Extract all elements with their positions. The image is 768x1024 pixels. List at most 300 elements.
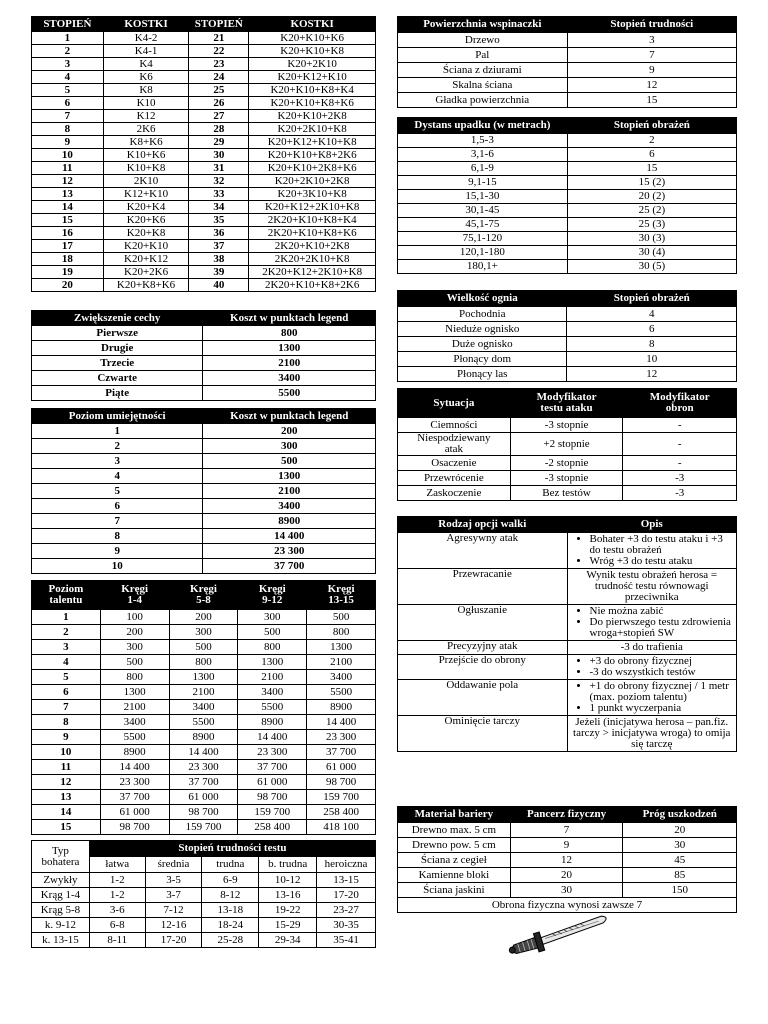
sytuacja-cell: Przewrócenie [398, 471, 511, 486]
stopnie-cell: 2K10 [103, 175, 189, 188]
fire-damage-table [397, 290, 737, 382]
stopnie-cell: 2 [32, 45, 104, 58]
talent-cell: 200 [169, 610, 238, 625]
table-row [398, 418, 737, 433]
ogien-cell: Nieduże ognisko [398, 322, 567, 337]
talent-cell: 3400 [169, 700, 238, 715]
wspinaczka-cell: Pal [398, 48, 568, 63]
combat-option-name: Oddawanie pola [398, 680, 568, 716]
bariery-cell: Ściana z cegieł [398, 853, 511, 868]
stopnie-cell: 2K20+2K10+K8 [249, 253, 376, 266]
stopnie-cell: 34 [189, 201, 249, 214]
situation-modifier-table [397, 388, 737, 501]
talent-cell: 159 700 [238, 805, 307, 820]
stopnie-cell: 20 [32, 279, 104, 292]
stopnie-cell: K20+K10 [103, 240, 189, 253]
sytuacja-col-header: Modyfikator obron [623, 389, 737, 418]
talent-cost-table [31, 580, 376, 835]
upadek-cell: 15 [567, 162, 736, 176]
talent-cell: 6 [32, 685, 101, 700]
combat-option-desc: -3 do trafienia [567, 641, 737, 655]
umiejetnosci-cell: 1300 [203, 469, 376, 484]
cechy-cell: 800 [203, 326, 376, 341]
talent-cell: 61 000 [238, 775, 307, 790]
sytuacja-cell: -3 stopnie [510, 418, 623, 433]
combat-option-desc [567, 605, 737, 641]
stopnie-cell: 28 [189, 123, 249, 136]
talent-cell: 61 000 [307, 760, 376, 775]
stopnie-col-header: STOPIEŃ [32, 17, 104, 32]
talent-cell: 2100 [100, 700, 169, 715]
talent-col-header: Kręgi 13-15 [307, 581, 376, 610]
table-row [32, 266, 376, 279]
table-row [32, 760, 376, 775]
stopnie-cell: K20+K12+2K10+K8 [249, 201, 376, 214]
bohater-cell: 3-6 [89, 903, 145, 918]
table-row [398, 838, 737, 853]
talent-cell: 13 [32, 790, 101, 805]
stopnie-cell: 18 [32, 253, 104, 266]
bariery-cell: Drewno max. 5 cm [398, 823, 511, 838]
stopnie-cell: K8 [103, 84, 189, 97]
table-row [32, 45, 376, 58]
ogien-cell: Duże ognisko [398, 337, 567, 352]
table-row [398, 162, 737, 176]
bariery-cell: 30 [623, 838, 737, 853]
step-dice-header [32, 17, 376, 32]
combat-option-bullet: • 1 punkt wyczerpania [590, 703, 733, 714]
ogien-cell: Płonący las [398, 367, 567, 382]
table-row [32, 888, 376, 903]
table-row [398, 486, 737, 501]
table-row [32, 730, 376, 745]
bariery-cell: Drewno pow. 5 cm [398, 838, 511, 853]
combat-option-bullet: • +1 do obrony fizycznej / 1 metr (max. poziom talentu) [590, 681, 733, 703]
combat-option-desc [567, 680, 737, 716]
table-row [32, 424, 376, 439]
talent-cell: 8 [32, 715, 101, 730]
stopnie-cell: 5 [32, 84, 104, 97]
combat-option-row [398, 533, 737, 569]
talent-cell: 12 [32, 775, 101, 790]
bohater-cell: 17-20 [145, 933, 202, 948]
talent-cell: 8900 [307, 700, 376, 715]
table-row [32, 873, 376, 888]
wspinaczka-cell: 15 [567, 93, 736, 108]
combat-option-row [398, 641, 737, 655]
umiejetnosci-cell: 2 [32, 439, 203, 454]
talent-cell: 11 [32, 760, 101, 775]
bohater-cell: 13-18 [202, 903, 259, 918]
upadek-cell: 30 (4) [567, 246, 736, 260]
combat-option-bullet: • Nie można zabić [590, 606, 733, 617]
sytuacja-col-header: Modyfikator testu ataku [510, 389, 623, 418]
table-row [398, 853, 737, 868]
sytuacja-cell: -3 [623, 471, 737, 486]
talent-cell: 37 700 [169, 775, 238, 790]
table-row [32, 279, 376, 292]
talent-cell: 258 400 [238, 820, 307, 835]
talent-cell: 3400 [100, 715, 169, 730]
stopnie-cell: K12 [103, 110, 189, 123]
bohater-cell: k. 13-15 [32, 933, 90, 948]
combat-option-desc: Jeżeli (inicjatywa herosa – pan.fiz. tarczy > inicjatywa wroga) to omija się tarczę [567, 716, 737, 752]
table-row [398, 337, 737, 352]
wspinaczka-col-header: Stopień trudności [567, 17, 736, 33]
table-row [32, 655, 376, 670]
ogien-cell: Płonący dom [398, 352, 567, 367]
stopnie-cell: K10+K8 [103, 162, 189, 175]
stopnie-cell: 13 [32, 188, 104, 201]
talent-cell: 300 [100, 640, 169, 655]
wspinaczka-cell: Ściana z dziurami [398, 63, 568, 78]
talent-cell: 37 700 [100, 790, 169, 805]
talent-cell: 800 [238, 640, 307, 655]
table-row [32, 71, 376, 84]
talent-cell: 3400 [238, 685, 307, 700]
bariery-cell: Ściana jaskini [398, 883, 511, 898]
sytuacja-col-header: Sytuacja [398, 389, 511, 418]
stopnie-cell: 2K20+K12+2K10+K8 [249, 266, 376, 279]
stopnie-cell: 2K20+K10+K8+K6 [249, 227, 376, 240]
table-row [398, 246, 737, 260]
umiejetnosci-cell: 2100 [203, 484, 376, 499]
bariery-cell: 9 [510, 838, 623, 853]
table-row [32, 685, 376, 700]
talent-cell: 61 000 [100, 805, 169, 820]
stopnie-cell: K20+K12+K10+K8 [249, 136, 376, 149]
table-row [398, 260, 737, 274]
cechy-col-header: Zwiększenie cechy [32, 311, 203, 326]
talent-cell: 800 [100, 670, 169, 685]
talent-cell: 5500 [169, 715, 238, 730]
upadek-cell: 1,5-3 [398, 134, 568, 148]
cechy-col-header: Koszt w punktach legend [203, 311, 376, 326]
bohater-cell: 29-34 [259, 933, 317, 948]
barrier-note: Obrona fizyczna wynosi zawsze 7 [398, 898, 737, 913]
sytuacja-cell: Zaskoczenie [398, 486, 511, 501]
difficulty-level-header: średnia [145, 857, 202, 873]
talent-cell: 500 [238, 625, 307, 640]
talent-cell: 2100 [307, 655, 376, 670]
combat-option-row [398, 605, 737, 641]
stopnie-cell: K20+K10+K8 [249, 45, 376, 58]
sytuacja-cell: - [623, 418, 737, 433]
table-row [32, 903, 376, 918]
cechy-cell: 3400 [203, 371, 376, 386]
talent-cell: 5 [32, 670, 101, 685]
talent-cell: 300 [169, 625, 238, 640]
stopnie-cell: K20+K10+K8+K6 [249, 97, 376, 110]
upadek-cell: 180,1+ [398, 260, 568, 274]
combat-option-bullet: • Bohater +3 do testu ataku i +3 do testu obrażeń [590, 534, 733, 556]
stopnie-cell: 14 [32, 201, 104, 214]
wspinaczka-cell: 9 [567, 63, 736, 78]
upadek-cell: 15,1-30 [398, 190, 568, 204]
talent-cell: 98 700 [238, 790, 307, 805]
talent-cell: 1300 [307, 640, 376, 655]
stopnie-cell: K20+K12+K10 [249, 71, 376, 84]
cechy-cell: 5500 [203, 386, 376, 401]
umiejetnosci-cell: 37 700 [203, 559, 376, 574]
combat-option-bullet: • +3 do obrony fizycznej [590, 656, 733, 667]
table-row [398, 204, 737, 218]
bohater-cell: Zwykły [32, 873, 90, 888]
table-row [398, 93, 737, 108]
combat-option-row [398, 680, 737, 716]
stopnie-cell: K4-1 [103, 45, 189, 58]
difficulty-table [31, 840, 376, 948]
stopnie-cell: 29 [189, 136, 249, 149]
table-row [32, 745, 376, 760]
umiejetnosci-cell: 14 400 [203, 529, 376, 544]
difficulty-level-header: trudna [202, 857, 259, 873]
table-row [32, 356, 376, 371]
bohater-cell: 7-12 [145, 903, 202, 918]
table-row [32, 162, 376, 175]
table-row [32, 820, 376, 835]
wspinaczka-cell: 12 [567, 78, 736, 93]
umiejetnosci-cell: 5 [32, 484, 203, 499]
talent-cell: 1300 [169, 670, 238, 685]
stopnie-cell: 4 [32, 71, 104, 84]
table-row [32, 136, 376, 149]
ogien-col-header: Wielkość ognia [398, 291, 567, 307]
talent-col-header: Kręgi 5-8 [169, 581, 238, 610]
bariery-cell: 30 [510, 883, 623, 898]
combat-options-table [397, 516, 737, 752]
stopnie-cell: 2K20+K10+K8+K4 [249, 214, 376, 227]
table-row [398, 190, 737, 204]
talent-col-header: Kręgi 9-12 [238, 581, 307, 610]
talent-cell: 98 700 [169, 805, 238, 820]
upadek-col-header: Stopień obrażeń [567, 118, 736, 134]
table-row [32, 149, 376, 162]
bariery-col-header: Próg uszkodzeń [623, 807, 737, 823]
stopnie-col-header: STOPIEŃ [189, 17, 249, 32]
skill-level-table [31, 408, 376, 574]
table-row [32, 253, 376, 266]
upadek-cell: 30,1-45 [398, 204, 568, 218]
sytuacja-cell: +2 stopnie [510, 433, 623, 456]
ogien-cell: 10 [567, 352, 737, 367]
sytuacja-cell: -3 [623, 486, 737, 501]
bohater-cell: 3-5 [145, 873, 202, 888]
combat-option-name: Precyzyjny atak [398, 641, 568, 655]
talent-cell: 23 300 [238, 745, 307, 760]
upadek-cell: 9,1-15 [398, 176, 568, 190]
upadek-cell: 120,1-180 [398, 246, 568, 260]
table-row [32, 110, 376, 123]
table-row [32, 933, 376, 948]
difficulty-level-header: heroiczna [317, 857, 376, 873]
talent-cell: 2100 [238, 670, 307, 685]
talent-cell: 61 000 [169, 790, 238, 805]
talent-cell: 14 400 [100, 760, 169, 775]
table-row [398, 307, 737, 322]
bohater-cell: 13-16 [259, 888, 317, 903]
stopnie-cell: K20+K4 [103, 201, 189, 214]
umiejetnosci-cell: 3400 [203, 499, 376, 514]
stopnie-cell: 25 [189, 84, 249, 97]
stopnie-cell: 32 [189, 175, 249, 188]
talent-cell: 800 [169, 655, 238, 670]
upadek-cell: 2 [567, 134, 736, 148]
talent-col-header: Kręgi 1-4 [100, 581, 169, 610]
bariery-cell: 85 [623, 868, 737, 883]
opcje-col-header: Rodzaj opcji walki [398, 517, 568, 533]
stopnie-cell: 38 [189, 253, 249, 266]
talent-cell: 500 [307, 610, 376, 625]
sytuacja-cell: -3 stopnie [510, 471, 623, 486]
stopnie-cell: 26 [189, 97, 249, 110]
upadek-cell: 3,1-6 [398, 148, 568, 162]
stopnie-cell: 8 [32, 123, 104, 136]
table-row [32, 670, 376, 685]
stopnie-cell: 37 [189, 240, 249, 253]
table-row [32, 469, 376, 484]
table-row [32, 371, 376, 386]
talent-cell: 100 [100, 610, 169, 625]
talent-cell: 5500 [307, 685, 376, 700]
bohater-cell: 8-11 [89, 933, 145, 948]
wspinaczka-cell: Skalna ściana [398, 78, 568, 93]
combat-option-bullet: • Do pierwszego testu zdrowienia wroga+stopień SW [590, 617, 733, 639]
umiejetnosci-cell: 500 [203, 454, 376, 469]
umiejetnosci-cell: 6 [32, 499, 203, 514]
stopnie-cell: 11 [32, 162, 104, 175]
stopnie-cell: 40 [189, 279, 249, 292]
bohater-cell: 6-8 [89, 918, 145, 933]
table-row [32, 499, 376, 514]
bohater-cell: 15-29 [259, 918, 317, 933]
talent-cell: 23 300 [307, 730, 376, 745]
bariery-cell: 20 [510, 868, 623, 883]
table-row [32, 610, 376, 625]
table-row [32, 544, 376, 559]
stopnie-col-header: KOSTKI [249, 17, 376, 32]
ogien-cell: Pochodnia [398, 307, 567, 322]
attribute-increase-table [31, 310, 376, 401]
upadek-cell: 75,1-120 [398, 232, 568, 246]
ogien-cell: 4 [567, 307, 737, 322]
combat-option-bullet: • -3 do wszystkich testów [590, 667, 733, 678]
upadek-cell: 45,1-75 [398, 218, 568, 232]
stopnie-cell: 35 [189, 214, 249, 227]
bohater-cell: 6-9 [202, 873, 259, 888]
stopnie-cell: K20+2K10+K8 [249, 123, 376, 136]
upadek-cell: 20 (2) [567, 190, 736, 204]
umiejetnosci-cell: 8900 [203, 514, 376, 529]
stopnie-cell: K20+K10+K8+K4 [249, 84, 376, 97]
sytuacja-cell: - [623, 433, 737, 456]
table-row [398, 471, 737, 486]
table-row [32, 84, 376, 97]
bohater-cell: 19-22 [259, 903, 317, 918]
cechy-cell: Czwarte [32, 371, 203, 386]
upadek-col-header: Dystans upadku (w metrach) [398, 118, 568, 134]
combat-option-desc: Wynik testu obrażeń herosa = trudność testu równowagi przeciwnika [567, 569, 737, 605]
stopnie-cell: 2K20+K10+K8+2K6 [249, 279, 376, 292]
sytuacja-cell: - [623, 456, 737, 471]
bohater-cell: 1-2 [89, 888, 145, 903]
step-dice-table [31, 16, 376, 292]
stopnie-cell: K20+K12 [103, 253, 189, 266]
bohater-cell: 8-12 [202, 888, 259, 903]
bariery-cell: 20 [623, 823, 737, 838]
stopnie-cell: 23 [189, 58, 249, 71]
stopnie-cell: 12 [32, 175, 104, 188]
stopnie-cell: K4-2 [103, 32, 189, 45]
bohater-cell: 3-7 [145, 888, 202, 903]
umiejetnosci-cell: 10 [32, 559, 203, 574]
upadek-cell: 25 (3) [567, 218, 736, 232]
table-row [398, 218, 737, 232]
stopnie-cell: 24 [189, 71, 249, 84]
difficulty-level-header: b. trudna [259, 857, 317, 873]
bohater-cell: Krąg 1-4 [32, 888, 90, 903]
table-row [32, 559, 376, 574]
talent-cell: 2 [32, 625, 101, 640]
stopnie-cell: 15 [32, 214, 104, 227]
talent-cell: 23 300 [100, 775, 169, 790]
wspinaczka-col-header: Powierzchnia wspinaczki [398, 17, 568, 33]
bariery-cell: Kamienne bloki [398, 868, 511, 883]
talent-cell: 98 700 [307, 775, 376, 790]
table-row [32, 775, 376, 790]
stopnie-cell: K20+2K6 [103, 266, 189, 279]
upadek-cell: 25 (2) [567, 204, 736, 218]
combat-option-row [398, 716, 737, 752]
bariery-col-header: Pancerz fizyczny [510, 807, 623, 823]
talent-cell: 300 [238, 610, 307, 625]
combat-option-row [398, 655, 737, 680]
talent-col-header: Poziom talentu [32, 581, 101, 610]
talent-cell: 500 [169, 640, 238, 655]
table-row [32, 918, 376, 933]
stopnie-cell: 2K6 [103, 123, 189, 136]
umiejetnosci-cell: 300 [203, 439, 376, 454]
combat-option-desc [567, 533, 737, 569]
talent-cell: 1 [32, 610, 101, 625]
table-row [32, 175, 376, 188]
talent-cell: 500 [100, 655, 169, 670]
table-row [398, 33, 737, 48]
combat-option-name: Ogłuszanie [398, 605, 568, 641]
hero-type-header: Typ bohatera [32, 841, 90, 873]
table-row [32, 227, 376, 240]
table-row [32, 715, 376, 730]
combat-option-name: Przewracanie [398, 569, 568, 605]
umiejetnosci-cell: 4 [32, 469, 203, 484]
table-row [398, 883, 737, 898]
table-row [32, 201, 376, 214]
table-row [398, 232, 737, 246]
table-row [32, 32, 376, 45]
stopnie-cell: 6 [32, 97, 104, 110]
stopnie-cell: 21 [189, 32, 249, 45]
sytuacja-cell: -2 stopnie [510, 456, 623, 471]
combat-option-row [398, 569, 737, 605]
stopnie-cell: 7 [32, 110, 104, 123]
table-row [398, 134, 737, 148]
ogien-col-header: Stopień obrażeń [567, 291, 737, 307]
stopnie-cell: K20+K10+2K8+K6 [249, 162, 376, 175]
stopnie-cell: K4 [103, 58, 189, 71]
table-row [398, 433, 737, 456]
stopnie-cell: 1 [32, 32, 104, 45]
talent-cell: 159 700 [307, 790, 376, 805]
